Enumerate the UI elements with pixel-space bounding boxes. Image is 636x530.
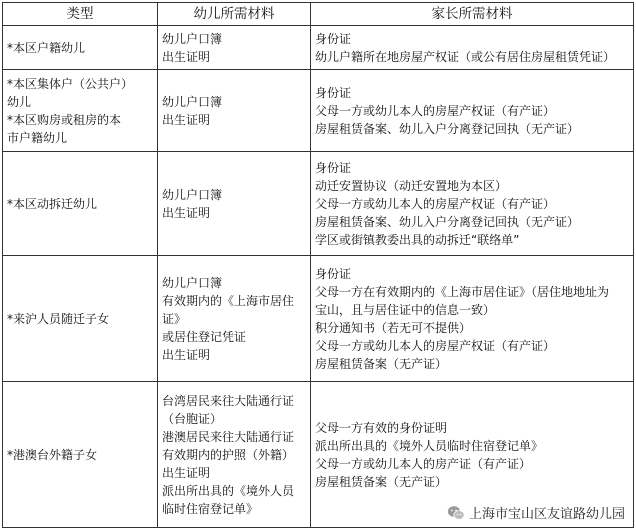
parent-material-item: 房屋租赁备案（无产证） bbox=[315, 356, 448, 371]
type-cell bbox=[3, 70, 158, 152]
child-material-item: 出生证明 bbox=[162, 465, 211, 480]
parent-material-item: 派出所出具的《境外人员临时住宿登记单》 bbox=[315, 438, 544, 453]
watermark bbox=[444, 502, 628, 523]
child-material-item: 出生证明 bbox=[162, 205, 211, 220]
table-row bbox=[3, 70, 634, 152]
parent-material-item: 房屋租赁备案、幼儿入户分离登记回执（无产证） bbox=[315, 121, 580, 136]
child-material-item: 或居住登记凭证 bbox=[162, 329, 247, 344]
type-cell bbox=[3, 26, 158, 70]
child-materials-cell bbox=[158, 26, 311, 70]
header-type: 类型 bbox=[3, 3, 158, 26]
type-text: *本区户籍幼儿 bbox=[7, 40, 86, 55]
type-text: 幼儿 bbox=[7, 94, 32, 109]
header-child-materials: 幼儿所需材料 bbox=[158, 3, 311, 26]
table-header-row bbox=[3, 3, 634, 26]
parent-material-item: 宝山，且与居住证中的信息一致） bbox=[315, 302, 496, 317]
child-material-item: 派出所出具的《境外人员 bbox=[162, 483, 295, 498]
parent-material-item: 父母一方或幼儿本人的房屋产权证（有产证） bbox=[315, 196, 556, 211]
child-material-item: 出生证明 bbox=[162, 49, 211, 64]
parent-material-item: 幼儿户籍所在地房屋产权证（或公有居住房屋租赁凭证） bbox=[315, 49, 616, 64]
type-text: *本区集体户（公共户） bbox=[7, 76, 134, 91]
parent-material-item: 父母一方或幼儿本人的房屋产权证（有产证） bbox=[315, 103, 556, 118]
parent-material-item: 父母一方或幼儿本人的房屋产权证（有产证） bbox=[315, 338, 556, 353]
parent-material-item: 房屋租赁备案、幼儿入户分离登记回执（无产证） bbox=[315, 214, 580, 229]
parent-materials-cell bbox=[311, 26, 634, 70]
child-material-item: 幼儿户口簿 bbox=[162, 94, 223, 109]
child-material-item: 幼儿户口簿 bbox=[162, 31, 223, 46]
parent-material-item: 父母一方或幼儿本人的房产证（有产证） bbox=[315, 456, 532, 471]
child-material-item: （台胞证） bbox=[162, 411, 223, 426]
child-materials-cell bbox=[158, 382, 311, 528]
child-material-item: 幼儿户口簿 bbox=[162, 187, 223, 202]
parent-materials-cell bbox=[311, 152, 634, 256]
child-materials-cell bbox=[158, 152, 311, 256]
parent-material-item: 父母一方有效的身份证明 bbox=[315, 420, 448, 435]
child-material-item: 幼儿户口簿 bbox=[162, 275, 223, 290]
header-parent-materials: 家长所需材料 bbox=[311, 3, 634, 26]
materials-table bbox=[2, 2, 634, 528]
child-materials-cell bbox=[158, 70, 311, 152]
watermark-text: 上海市宝山区友谊路幼儿园 bbox=[468, 507, 625, 522]
child-material-item: 临时住宿登记单》 bbox=[162, 501, 259, 516]
table-row bbox=[3, 26, 634, 70]
parent-material-item: 积分通知书（若无可不提供） bbox=[315, 320, 472, 335]
parent-materials-cell bbox=[311, 256, 634, 382]
parent-material-item: 身份证 bbox=[315, 266, 352, 281]
parent-material-item: 房屋租赁备案（无产证） bbox=[315, 474, 448, 489]
parent-material-item: 学区或街镇教委出具的动拆迁“联络单” bbox=[315, 232, 520, 247]
table-row bbox=[3, 256, 634, 382]
parent-material-item: 身份证 bbox=[315, 31, 352, 46]
parent-material-item: 父母一方在有效期内的《上海市居住证》（居住地地址为 bbox=[315, 284, 610, 299]
child-material-item: 有效期内的护照（外籍） bbox=[162, 447, 295, 462]
type-text: *来沪人员随迁子女 bbox=[7, 311, 110, 326]
type-cell bbox=[3, 256, 158, 382]
child-material-item: 证》 bbox=[162, 311, 187, 326]
child-material-item: 出生证明 bbox=[162, 112, 211, 127]
child-material-item: 有效期内的《上海市居住 bbox=[162, 293, 295, 308]
type-cell bbox=[3, 152, 158, 256]
type-text: *本区动拆迁幼儿 bbox=[7, 196, 98, 211]
child-material-item: 出生证明 bbox=[162, 347, 211, 362]
child-material-item: 台湾居民来往大陆通行证 bbox=[162, 393, 295, 408]
type-text: *本区购房或租房的本 bbox=[7, 112, 122, 127]
parent-materials-cell bbox=[311, 70, 634, 152]
parent-material-item: 身份证 bbox=[315, 160, 352, 175]
wechat-icon bbox=[447, 505, 465, 521]
type-cell bbox=[3, 382, 158, 528]
type-text: 市户籍幼儿 bbox=[7, 130, 68, 145]
parent-material-item: 动迁安置协议（动迁安置地为本区） bbox=[315, 178, 508, 193]
parent-material-item: 身份证 bbox=[315, 85, 352, 100]
table-row bbox=[3, 152, 634, 256]
type-text: *港澳台外籍子女 bbox=[7, 447, 98, 462]
child-materials-cell bbox=[158, 256, 311, 382]
child-material-item: 港澳居民来往大陆通行证 bbox=[162, 429, 295, 444]
